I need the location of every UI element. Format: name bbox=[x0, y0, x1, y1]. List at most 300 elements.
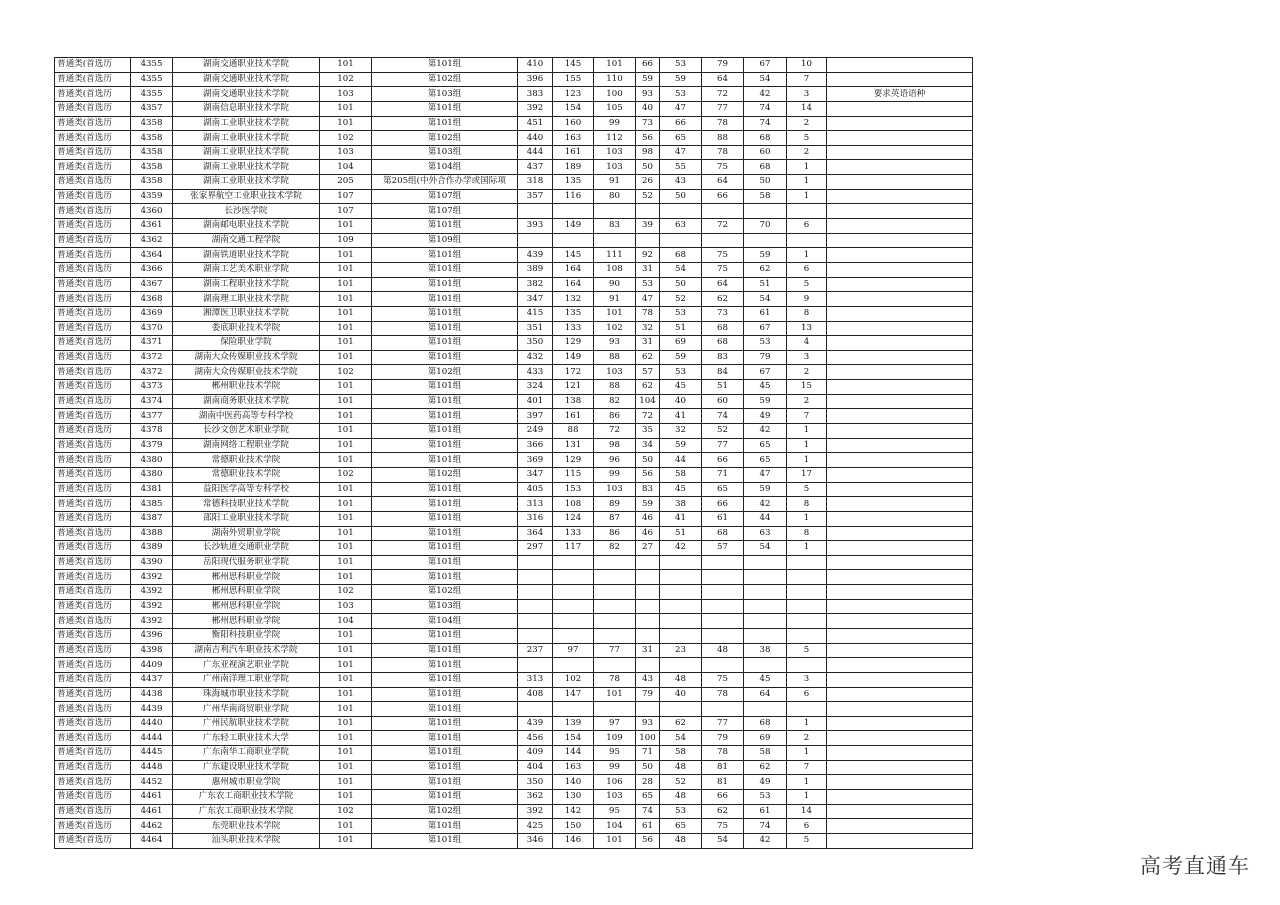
cell-school-code: 4381 bbox=[131, 482, 173, 497]
cell-group-name: 第101组 bbox=[372, 453, 518, 468]
cell-group-code: 101 bbox=[320, 555, 372, 570]
cell-group-name: 第107组 bbox=[372, 189, 518, 204]
cell-group-code: 101 bbox=[320, 262, 372, 277]
cell-school-code: 4437 bbox=[131, 672, 173, 687]
table-row bbox=[55, 453, 973, 468]
cell-group-name: 第101组 bbox=[372, 292, 518, 307]
cell-remark bbox=[827, 541, 973, 556]
cell-school-name: 衡阳科技职业学院 bbox=[173, 628, 320, 643]
cell-total-score: 369 bbox=[518, 453, 553, 468]
cell-group-code: 101 bbox=[320, 292, 372, 307]
cell-total-score: 313 bbox=[518, 497, 553, 512]
cell-school-code: 4461 bbox=[131, 804, 173, 819]
cell-group-code: 101 bbox=[320, 511, 372, 526]
cell-school-name: 湖南工艺美术职业学院 bbox=[173, 262, 320, 277]
cell-school-name: 郴州职业技术学院 bbox=[173, 380, 320, 395]
cell-score-e: 75 bbox=[702, 819, 744, 834]
cell-total-score: 237 bbox=[518, 643, 553, 658]
cell-score-a: 164 bbox=[553, 262, 594, 277]
cell-total-score: 433 bbox=[518, 365, 553, 380]
cell-total-score: 409 bbox=[518, 746, 553, 761]
cell-total-score: 357 bbox=[518, 189, 553, 204]
cell-score-b: 97 bbox=[594, 716, 636, 731]
cell-score-c: 93 bbox=[636, 716, 660, 731]
cell-score-c: 59 bbox=[636, 497, 660, 512]
cell-group-name: 第104组 bbox=[372, 614, 518, 629]
cell-score-d bbox=[660, 204, 702, 219]
cell-school-code: 4362 bbox=[131, 233, 173, 248]
cell-school-code: 4372 bbox=[131, 350, 173, 365]
cell-group-name: 第103组 bbox=[372, 599, 518, 614]
cell-total-score bbox=[518, 658, 553, 673]
cell-total-score bbox=[518, 570, 553, 585]
cell-score-f: 59 bbox=[744, 394, 787, 409]
cell-score-a: 163 bbox=[553, 131, 594, 146]
cell-group-name: 第101组 bbox=[372, 380, 518, 395]
cell-count: 1 bbox=[787, 746, 827, 761]
cell-score-b: 102 bbox=[594, 321, 636, 336]
cell-category: 普通类(首选历 bbox=[55, 643, 131, 658]
table-row bbox=[55, 790, 973, 805]
cell-category: 普通类(首选历 bbox=[55, 116, 131, 131]
cell-score-b: 103 bbox=[594, 482, 636, 497]
cell-score-f: 53 bbox=[744, 336, 787, 351]
cell-category: 普通类(首选历 bbox=[55, 716, 131, 731]
cell-count: 2 bbox=[787, 116, 827, 131]
table-row bbox=[55, 175, 973, 190]
cell-score-e: 66 bbox=[702, 497, 744, 512]
cell-score-e bbox=[702, 555, 744, 570]
cell-score-a: 124 bbox=[553, 511, 594, 526]
table-row bbox=[55, 570, 973, 585]
cell-score-f: 74 bbox=[744, 819, 787, 834]
cell-school-name: 郴州思科职业学院 bbox=[173, 585, 320, 600]
cell-score-d: 66 bbox=[660, 116, 702, 131]
cell-remark bbox=[827, 409, 973, 424]
cell-school-name: 广东建设职业技术学院 bbox=[173, 760, 320, 775]
cell-score-a: 97 bbox=[553, 643, 594, 658]
cell-score-d: 52 bbox=[660, 775, 702, 790]
cell-score-c: 28 bbox=[636, 775, 660, 790]
cell-category: 普通类(首选历 bbox=[55, 511, 131, 526]
cell-score-d: 59 bbox=[660, 72, 702, 87]
cell-group-name: 第101组 bbox=[372, 219, 518, 234]
cell-score-f: 59 bbox=[744, 482, 787, 497]
cell-remark bbox=[827, 672, 973, 687]
cell-group-name: 第101组 bbox=[372, 277, 518, 292]
cell-group-code: 102 bbox=[320, 72, 372, 87]
cell-school-code: 4355 bbox=[131, 72, 173, 87]
cell-count: 8 bbox=[787, 306, 827, 321]
cell-score-a: 121 bbox=[553, 380, 594, 395]
cell-score-d: 41 bbox=[660, 409, 702, 424]
cell-total-score: 456 bbox=[518, 731, 553, 746]
cell-count bbox=[787, 570, 827, 585]
cell-score-a: 133 bbox=[553, 526, 594, 541]
cell-school-name: 湖南中医药高等专科学校 bbox=[173, 409, 320, 424]
cell-group-code: 101 bbox=[320, 336, 372, 351]
cell-total-score: 249 bbox=[518, 424, 553, 439]
cell-score-b: 77 bbox=[594, 643, 636, 658]
cell-score-d: 40 bbox=[660, 394, 702, 409]
cell-school-code: 4366 bbox=[131, 262, 173, 277]
cell-score-e bbox=[702, 570, 744, 585]
cell-group-code: 101 bbox=[320, 716, 372, 731]
cell-group-name: 第101组 bbox=[372, 409, 518, 424]
cell-count: 4 bbox=[787, 336, 827, 351]
cell-score-c: 39 bbox=[636, 219, 660, 234]
cell-count bbox=[787, 702, 827, 717]
cell-remark bbox=[827, 570, 973, 585]
cell-score-f: 62 bbox=[744, 760, 787, 775]
cell-group-name: 第101组 bbox=[372, 541, 518, 556]
cell-group-name: 第101组 bbox=[372, 628, 518, 643]
cell-score-a: 161 bbox=[553, 409, 594, 424]
cell-remark bbox=[827, 336, 973, 351]
cell-group-name: 第103组 bbox=[372, 87, 518, 102]
cell-remark bbox=[827, 482, 973, 497]
table-row bbox=[55, 189, 973, 204]
cell-count: 1 bbox=[787, 175, 827, 190]
cell-score-d bbox=[660, 570, 702, 585]
cell-category: 普通类(首选历 bbox=[55, 672, 131, 687]
table-body bbox=[55, 58, 973, 849]
cell-count: 5 bbox=[787, 833, 827, 848]
cell-score-f: 60 bbox=[744, 145, 787, 160]
cell-remark bbox=[827, 394, 973, 409]
cell-category: 普通类(首选历 bbox=[55, 219, 131, 234]
cell-school-name: 保险职业学院 bbox=[173, 336, 320, 351]
cell-score-e: 75 bbox=[702, 160, 744, 175]
cell-total-score: 324 bbox=[518, 380, 553, 395]
cell-count: 3 bbox=[787, 350, 827, 365]
cell-school-code: 4358 bbox=[131, 175, 173, 190]
cell-school-name: 广东南华工商职业学院 bbox=[173, 746, 320, 761]
cell-category: 普通类(首选历 bbox=[55, 87, 131, 102]
cell-score-d: 43 bbox=[660, 175, 702, 190]
cell-group-name: 第101组 bbox=[372, 262, 518, 277]
cell-group-code: 101 bbox=[320, 658, 372, 673]
watermark-text: 高考直通车 bbox=[1140, 854, 1250, 878]
cell-score-d: 32 bbox=[660, 424, 702, 439]
table-row bbox=[55, 585, 973, 600]
cell-score-b: 86 bbox=[594, 526, 636, 541]
cell-score-f: 42 bbox=[744, 497, 787, 512]
cell-school-name: 广州民航职业技术学院 bbox=[173, 716, 320, 731]
cell-count: 6 bbox=[787, 819, 827, 834]
cell-group-code: 102 bbox=[320, 131, 372, 146]
cell-school-code: 4358 bbox=[131, 160, 173, 175]
cell-count: 5 bbox=[787, 131, 827, 146]
cell-score-c bbox=[636, 599, 660, 614]
cell-count: 1 bbox=[787, 511, 827, 526]
cell-group-code: 107 bbox=[320, 204, 372, 219]
cell-score-d: 51 bbox=[660, 526, 702, 541]
cell-score-c: 74 bbox=[636, 804, 660, 819]
cell-score-c: 56 bbox=[636, 833, 660, 848]
cell-total-score bbox=[518, 585, 553, 600]
cell-score-d bbox=[660, 658, 702, 673]
cell-group-code: 101 bbox=[320, 497, 372, 512]
cell-school-code: 4378 bbox=[131, 424, 173, 439]
table-row bbox=[55, 497, 973, 512]
cell-score-a: 164 bbox=[553, 277, 594, 292]
cell-category: 普通类(首选历 bbox=[55, 658, 131, 673]
cell-score-c: 83 bbox=[636, 482, 660, 497]
cell-total-score: 347 bbox=[518, 292, 553, 307]
cell-score-b: 110 bbox=[594, 72, 636, 87]
cell-school-name: 长沙文创艺术职业学院 bbox=[173, 424, 320, 439]
cell-score-f bbox=[744, 628, 787, 643]
cell-score-a: 154 bbox=[553, 731, 594, 746]
cell-school-name: 汕头职业技术学院 bbox=[173, 833, 320, 848]
cell-category: 普通类(首选历 bbox=[55, 438, 131, 453]
cell-score-a: 172 bbox=[553, 365, 594, 380]
cell-total-score: 392 bbox=[518, 101, 553, 116]
cell-score-a: 132 bbox=[553, 292, 594, 307]
cell-total-score: 364 bbox=[518, 526, 553, 541]
cell-score-c bbox=[636, 658, 660, 673]
cell-group-code: 101 bbox=[320, 790, 372, 805]
cell-score-f: 47 bbox=[744, 467, 787, 482]
cell-score-a: 135 bbox=[553, 175, 594, 190]
cell-score-c bbox=[636, 570, 660, 585]
cell-score-f: 61 bbox=[744, 306, 787, 321]
cell-score-b bbox=[594, 233, 636, 248]
cell-score-e: 66 bbox=[702, 790, 744, 805]
cell-score-b: 104 bbox=[594, 819, 636, 834]
cell-score-a: 117 bbox=[553, 541, 594, 556]
cell-group-name: 第101组 bbox=[372, 716, 518, 731]
cell-score-b: 88 bbox=[594, 380, 636, 395]
cell-group-name: 第101组 bbox=[372, 658, 518, 673]
table-row bbox=[55, 658, 973, 673]
cell-school-code: 4370 bbox=[131, 321, 173, 336]
cell-score-b: 91 bbox=[594, 292, 636, 307]
cell-total-score: 366 bbox=[518, 438, 553, 453]
cell-count: 3 bbox=[787, 672, 827, 687]
cell-score-f: 42 bbox=[744, 87, 787, 102]
cell-group-name: 第101组 bbox=[372, 731, 518, 746]
cell-group-code: 103 bbox=[320, 599, 372, 614]
cell-group-code: 102 bbox=[320, 467, 372, 482]
cell-remark bbox=[827, 555, 973, 570]
cell-school-code: 4358 bbox=[131, 145, 173, 160]
cell-score-c: 98 bbox=[636, 145, 660, 160]
cell-score-e: 78 bbox=[702, 116, 744, 131]
cell-group-code: 101 bbox=[320, 424, 372, 439]
table-row bbox=[55, 716, 973, 731]
cell-score-c: 31 bbox=[636, 643, 660, 658]
cell-score-c: 27 bbox=[636, 541, 660, 556]
cell-school-code: 4390 bbox=[131, 555, 173, 570]
cell-score-d: 52 bbox=[660, 292, 702, 307]
cell-school-name: 郴州思科职业学院 bbox=[173, 614, 320, 629]
cell-score-a bbox=[553, 570, 594, 585]
cell-score-c bbox=[636, 555, 660, 570]
table-row bbox=[55, 511, 973, 526]
cell-score-e: 83 bbox=[702, 350, 744, 365]
cell-score-f bbox=[744, 599, 787, 614]
cell-total-score bbox=[518, 555, 553, 570]
cell-group-name: 第101组 bbox=[372, 570, 518, 585]
cell-total-score: 439 bbox=[518, 716, 553, 731]
cell-score-c: 79 bbox=[636, 687, 660, 702]
cell-score-b: 103 bbox=[594, 160, 636, 175]
cell-score-a bbox=[553, 628, 594, 643]
cell-score-d: 65 bbox=[660, 131, 702, 146]
cell-score-a: 138 bbox=[553, 394, 594, 409]
cell-school-name: 湘潭医卫职业技术学院 bbox=[173, 306, 320, 321]
cell-category: 普通类(首选历 bbox=[55, 819, 131, 834]
cell-score-f: 42 bbox=[744, 833, 787, 848]
cell-score-e: 75 bbox=[702, 672, 744, 687]
cell-count bbox=[787, 599, 827, 614]
cell-school-name: 湖南工业职业技术学院 bbox=[173, 175, 320, 190]
cell-score-a bbox=[553, 555, 594, 570]
cell-school-name: 岳阳现代服务职业学院 bbox=[173, 555, 320, 570]
cell-remark bbox=[827, 58, 973, 73]
cell-total-score: 439 bbox=[518, 248, 553, 263]
cell-category: 普通类(首选历 bbox=[55, 585, 131, 600]
cell-score-c: 93 bbox=[636, 87, 660, 102]
cell-category: 普通类(首选历 bbox=[55, 497, 131, 512]
cell-remark bbox=[827, 497, 973, 512]
cell-count: 2 bbox=[787, 365, 827, 380]
cell-school-name: 长沙轨道交通职业学院 bbox=[173, 541, 320, 556]
cell-school-name: 惠州城市职业学院 bbox=[173, 775, 320, 790]
cell-score-d: 51 bbox=[660, 321, 702, 336]
cell-score-c: 56 bbox=[636, 131, 660, 146]
cell-count bbox=[787, 204, 827, 219]
cell-remark bbox=[827, 760, 973, 775]
cell-score-b: 72 bbox=[594, 424, 636, 439]
cell-category: 普通类(首选历 bbox=[55, 262, 131, 277]
cell-score-f: 54 bbox=[744, 292, 787, 307]
cell-score-c: 56 bbox=[636, 467, 660, 482]
cell-score-b: 101 bbox=[594, 687, 636, 702]
cell-school-code: 4355 bbox=[131, 87, 173, 102]
cell-school-code: 4392 bbox=[131, 570, 173, 585]
cell-score-f: 74 bbox=[744, 116, 787, 131]
cell-school-code: 4396 bbox=[131, 628, 173, 643]
cell-score-a: 102 bbox=[553, 672, 594, 687]
table-row bbox=[55, 775, 973, 790]
cell-score-d: 45 bbox=[660, 380, 702, 395]
cell-category: 普通类(首选历 bbox=[55, 189, 131, 204]
cell-score-a: 130 bbox=[553, 790, 594, 805]
cell-score-a: 146 bbox=[553, 833, 594, 848]
cell-score-b: 87 bbox=[594, 511, 636, 526]
cell-total-score: 362 bbox=[518, 790, 553, 805]
cell-score-c: 46 bbox=[636, 511, 660, 526]
cell-category: 普通类(首选历 bbox=[55, 570, 131, 585]
cell-score-e: 68 bbox=[702, 321, 744, 336]
cell-group-code: 101 bbox=[320, 248, 372, 263]
cell-count: 17 bbox=[787, 467, 827, 482]
cell-school-code: 4392 bbox=[131, 585, 173, 600]
cell-score-b: 93 bbox=[594, 336, 636, 351]
cell-score-a: 150 bbox=[553, 819, 594, 834]
cell-score-a: 160 bbox=[553, 116, 594, 131]
cell-score-e: 57 bbox=[702, 541, 744, 556]
cell-remark bbox=[827, 731, 973, 746]
cell-score-c: 26 bbox=[636, 175, 660, 190]
cell-school-code: 4355 bbox=[131, 58, 173, 73]
cell-score-a: 155 bbox=[553, 72, 594, 87]
cell-score-f: 65 bbox=[744, 453, 787, 468]
cell-group-name: 第101组 bbox=[372, 321, 518, 336]
cell-count: 2 bbox=[787, 394, 827, 409]
cell-school-code: 4409 bbox=[131, 658, 173, 673]
cell-total-score: 347 bbox=[518, 467, 553, 482]
cell-school-name: 湖南交通工程学院 bbox=[173, 233, 320, 248]
cell-score-f bbox=[744, 555, 787, 570]
cell-school-code: 4373 bbox=[131, 380, 173, 395]
cell-remark bbox=[827, 233, 973, 248]
table-row bbox=[55, 760, 973, 775]
cell-score-b: 101 bbox=[594, 58, 636, 73]
cell-score-a: 145 bbox=[553, 58, 594, 73]
cell-score-c: 50 bbox=[636, 760, 660, 775]
cell-remark bbox=[827, 160, 973, 175]
cell-score-d: 53 bbox=[660, 365, 702, 380]
cell-score-d: 45 bbox=[660, 482, 702, 497]
cell-score-d: 54 bbox=[660, 262, 702, 277]
cell-remark bbox=[827, 204, 973, 219]
table-row bbox=[55, 262, 973, 277]
cell-category: 普通类(首选历 bbox=[55, 336, 131, 351]
cell-school-name: 广东农工商职业技术学院 bbox=[173, 790, 320, 805]
cell-school-code: 4357 bbox=[131, 101, 173, 116]
cell-count: 5 bbox=[787, 277, 827, 292]
cell-school-code: 4380 bbox=[131, 453, 173, 468]
cell-group-code: 101 bbox=[320, 453, 372, 468]
cell-score-c: 46 bbox=[636, 526, 660, 541]
cell-remark bbox=[827, 511, 973, 526]
cell-score-e: 66 bbox=[702, 189, 744, 204]
admission-score-table bbox=[54, 57, 973, 849]
cell-remark bbox=[827, 453, 973, 468]
cell-score-a bbox=[553, 599, 594, 614]
cell-group-code: 101 bbox=[320, 306, 372, 321]
cell-remark bbox=[827, 248, 973, 263]
cell-score-b: 111 bbox=[594, 248, 636, 263]
cell-score-e: 81 bbox=[702, 775, 744, 790]
table-row bbox=[55, 248, 973, 263]
cell-count bbox=[787, 585, 827, 600]
cell-group-code: 101 bbox=[320, 760, 372, 775]
cell-score-f: 59 bbox=[744, 248, 787, 263]
cell-score-b bbox=[594, 628, 636, 643]
cell-school-code: 4461 bbox=[131, 790, 173, 805]
cell-group-code: 101 bbox=[320, 409, 372, 424]
table-row bbox=[55, 746, 973, 761]
cell-score-d: 38 bbox=[660, 497, 702, 512]
cell-school-code: 4389 bbox=[131, 541, 173, 556]
table-row bbox=[55, 204, 973, 219]
cell-total-score: 440 bbox=[518, 131, 553, 146]
cell-school-code: 4372 bbox=[131, 365, 173, 380]
cell-group-code: 103 bbox=[320, 87, 372, 102]
cell-count: 10 bbox=[787, 58, 827, 73]
cell-count: 7 bbox=[787, 409, 827, 424]
cell-score-d: 50 bbox=[660, 277, 702, 292]
cell-score-a: 189 bbox=[553, 160, 594, 175]
cell-group-name: 第101组 bbox=[372, 555, 518, 570]
cell-school-name: 湖南外贸职业学院 bbox=[173, 526, 320, 541]
cell-total-score: 382 bbox=[518, 277, 553, 292]
